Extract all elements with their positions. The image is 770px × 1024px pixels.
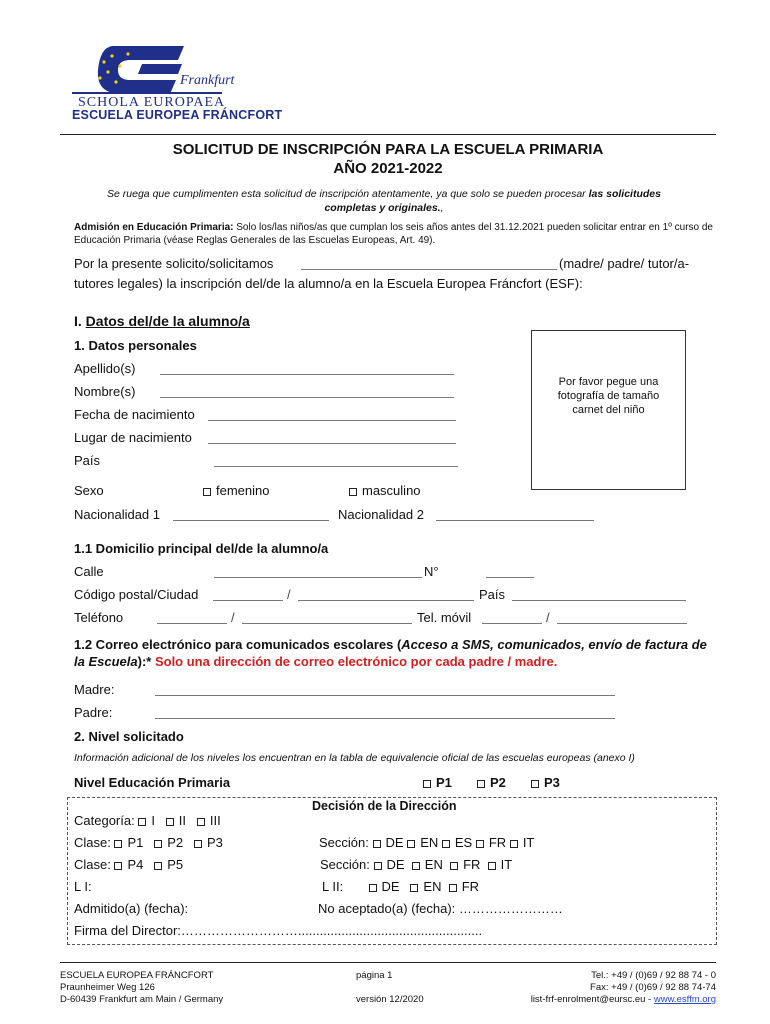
sec1-it-label: IT	[522, 835, 535, 850]
seccion2-row	[320, 857, 512, 872]
section-1-number: I.	[74, 313, 82, 329]
email-heading-italic: Acceso a SMS, comunicados, envío de factura de la Escuela	[74, 637, 707, 669]
intro-text: Se ruega que cumplimenten esta solicitud de inscripción atentamente, ya que solo se pueden procesar	[107, 188, 586, 200]
lii-de-label: DE	[381, 879, 400, 894]
seccion1-row	[319, 835, 534, 850]
footer-address	[60, 970, 223, 1006]
telefono-prefix-field[interactable]	[157, 612, 227, 624]
sec1-en-label: EN	[420, 835, 439, 850]
clase2-row	[74, 857, 183, 872]
footer-tel: Tel.: +49 / (0)69 / 92 88 74 - 0	[591, 970, 716, 981]
lii-row	[322, 879, 479, 894]
footer-rule	[60, 962, 716, 963]
sec2-de-label: DE	[386, 857, 405, 872]
movil-separator: /	[546, 610, 550, 625]
fecha-nacimiento-field[interactable]	[208, 409, 456, 421]
nacionalidad1-label: Nacionalidad 1	[74, 507, 161, 522]
footer-email: list-frf-enrolment@eursc.eu	[530, 994, 646, 1005]
decision-title: Decisión de la Dirección	[312, 799, 457, 813]
checkbox-cat-ii[interactable]	[166, 818, 174, 826]
photo-box[interactable]	[531, 330, 686, 490]
sec1-fr-label: FR	[488, 835, 507, 850]
intro-bold: las solicitudes completas y originales.	[324, 188, 661, 214]
checkbox-sec2-it[interactable]	[488, 862, 496, 870]
checkbox-sec1-fr[interactable]	[476, 840, 484, 848]
p3-label: P3	[544, 775, 560, 790]
checkbox-sec2-de[interactable]	[374, 862, 382, 870]
sexo-femenino-option[interactable]	[203, 483, 269, 498]
sec2-it-label: IT	[500, 857, 513, 872]
schola-europaea-logo-icon	[72, 40, 272, 110]
calle-label: Calle	[74, 564, 104, 579]
madre-email-field[interactable]	[155, 684, 615, 696]
checkbox-clase-p2[interactable]	[154, 840, 162, 848]
checkbox-p1[interactable]	[423, 780, 431, 788]
footer-fax: Fax: +49 / (0)69 / 92 88 74-74	[590, 982, 716, 993]
nombres-field[interactable]	[160, 386, 454, 398]
lii-fr-label: FR	[461, 879, 480, 894]
movil-number-field[interactable]	[557, 612, 687, 624]
codigo-postal-field[interactable]	[213, 589, 283, 601]
footer-org: ESCUELA EUROPEA FRÁNCFORT	[60, 970, 214, 981]
admission-label: Admisión en Educación Primaria:	[74, 222, 234, 233]
address-heading: 1.1 Domicilio principal del/de la alumno/a	[74, 541, 329, 556]
padre-label: Padre:	[74, 705, 113, 720]
apellidos-label: Apellido(s)	[74, 361, 136, 376]
footer-contact	[531, 970, 716, 1006]
lugar-nacimiento-label: Lugar de nacimiento	[74, 430, 192, 445]
checkbox-sec2-fr[interactable]	[450, 862, 458, 870]
cat-iii-label: III	[209, 813, 221, 828]
checkbox-lii-en[interactable]	[410, 884, 418, 892]
masculino-label: masculino	[362, 483, 421, 498]
cat-i-label: I	[151, 813, 155, 828]
address-pais-field[interactable]	[512, 589, 686, 601]
address-pais-label: País	[479, 587, 506, 602]
clase1-row	[74, 835, 223, 850]
email-heading	[74, 636, 714, 670]
fecha-nacimiento-label: Fecha de nacimiento	[74, 407, 195, 422]
checkbox-cat-iii[interactable]	[197, 818, 205, 826]
level-info: Información adicional de los niveles los encuentran en la tabla de equivalencie oficial de las escuelas europeas (anexo I)	[74, 752, 635, 764]
photo-instruction: Por favor pegue una fotografía de tamaño carnet del niño	[557, 376, 660, 416]
page-title: SOLICITUD DE INSCRIPCIÓN PARA LA ESCUELA PRIMARIA	[172, 141, 604, 158]
telefono-number-field[interactable]	[242, 612, 412, 624]
checkbox-lii-fr[interactable]	[449, 884, 457, 892]
level-heading: 2. Nivel solicitado	[74, 729, 184, 744]
footer-page: página 1	[356, 970, 393, 981]
email-warning: Solo una dirección de correo electrónico por cada padre / madre.	[154, 654, 558, 669]
sexo-masculino-option[interactable]	[349, 483, 421, 498]
checkbox-clase-p5[interactable]	[154, 862, 162, 870]
footer-web-link[interactable]: www.esffm.org	[653, 994, 716, 1005]
checkbox-masculino[interactable]	[349, 488, 357, 496]
femenino-label: femenino	[216, 483, 270, 498]
checkbox-p2[interactable]	[477, 780, 485, 788]
checkbox-sec1-es[interactable]	[442, 840, 450, 848]
padre-email-field[interactable]	[155, 707, 615, 719]
intro-tail: ,	[440, 202, 444, 214]
lii-label: L II:	[322, 879, 344, 894]
clase1-label: Clase:	[74, 835, 111, 850]
nacionalidad2-field[interactable]	[436, 509, 594, 521]
checkbox-femenino[interactable]	[203, 488, 211, 496]
intro-note	[84, 187, 684, 215]
firma-director: Firma del Director:………………………...................................................	[74, 923, 483, 938]
footer-version: versión 12/2020	[356, 994, 424, 1005]
sec1-de-label: DE	[385, 835, 404, 850]
checkbox-clase-p4[interactable]	[114, 862, 122, 870]
categoria-label: Categoría:	[74, 813, 135, 828]
cp-ciudad-label: Código postal/Ciudad	[74, 587, 199, 602]
sec2-fr-label: FR	[463, 857, 481, 872]
sexo-label: Sexo	[74, 483, 104, 498]
sec1-es-label: ES	[454, 835, 473, 850]
calle-field[interactable]	[214, 566, 422, 578]
no-aceptado: No aceptado(a) (fecha): ……………………	[318, 901, 563, 916]
checkbox-clase-p3[interactable]	[194, 840, 202, 848]
admitido-label: Admitido(a) (fecha):	[74, 901, 189, 916]
header-rule	[60, 134, 716, 135]
checkbox-clase-p1[interactable]	[114, 840, 122, 848]
apellidos-field[interactable]	[160, 363, 454, 375]
checkbox-sec1-en[interactable]	[407, 840, 415, 848]
p2-label: P2	[490, 775, 506, 790]
email-heading-text: 1.2 Correo electrónico para comunicados escolares (	[74, 637, 402, 652]
footer-city: D-60439 Frankfurt am Main / Germany	[60, 994, 224, 1005]
admission-note	[74, 221, 714, 247]
footer-sep: -	[645, 994, 654, 1005]
request-line1-a: Por la presente solicito/solicitamos	[74, 256, 274, 271]
lii-en-label: EN	[423, 879, 442, 894]
clase-p2-label: P2	[167, 835, 184, 850]
level-option-p2[interactable]	[477, 775, 506, 790]
personal-data-heading: 1. Datos personales	[74, 338, 197, 353]
seccion2-label: Sección:	[320, 857, 370, 872]
categoria-row	[74, 813, 221, 828]
li-label: L I:	[74, 879, 92, 894]
nombres-label: Nombre(s)	[74, 384, 136, 399]
admission-text: Solo los/las niños/as que cumplan los seis años antes del 31.12.2021 pueden solicitar entrar en 1º curso de Educación Primaria (véase Reglas Generales de las Escuelas Europeas, Art. 49).	[74, 222, 713, 246]
checkbox-sec1-it[interactable]	[510, 840, 518, 848]
telefono-separator: /	[231, 610, 235, 625]
lugar-nacimiento-field[interactable]	[208, 432, 456, 444]
telefono-label: Teléfono	[74, 610, 124, 625]
level-option-p3[interactable]	[531, 775, 560, 790]
request-line1-b: (madre/ padre/ tutor/a-	[559, 256, 690, 271]
movil-prefix-field[interactable]	[482, 612, 542, 624]
logo-caption: ESCUELA EUROPEA FRÁNCFORT	[72, 108, 283, 122]
madre-label: Madre:	[74, 682, 115, 697]
email-heading-tail: ):*	[137, 654, 152, 669]
level-label: Nivel Educación Primaria	[74, 775, 231, 790]
movil-label: Tel. móvil	[417, 610, 472, 625]
nacionalidad2-label: Nacionalidad 2	[338, 507, 425, 522]
page-subtitle: AÑO 2021-2022	[333, 160, 443, 177]
checkbox-lii-de[interactable]	[369, 884, 377, 892]
pais-label: País	[74, 453, 101, 468]
checkbox-p3[interactable]	[531, 780, 539, 788]
cp-separator: /	[287, 587, 291, 602]
p1-label: P1	[436, 775, 452, 790]
checkbox-cat-i[interactable]	[138, 818, 146, 826]
svg-text:SCHOLA EUROPAEA: SCHOLA EUROPAEA	[78, 95, 226, 110]
seccion1-label: Sección:	[319, 835, 369, 850]
section-1-heading	[74, 313, 250, 329]
nacionalidad1-field[interactable]	[173, 509, 329, 521]
checkbox-sec2-en[interactable]	[412, 862, 420, 870]
clase-p1-label: P1	[127, 835, 144, 850]
sec2-en-label: EN	[424, 857, 443, 872]
numero-label: N°	[424, 564, 439, 579]
cat-ii-label: II	[178, 813, 187, 828]
footer-street: Praunheimer Weg 126	[60, 982, 155, 993]
clase-p5-label: P5	[167, 857, 184, 872]
checkbox-sec1-de[interactable]	[373, 840, 381, 848]
ciudad-field[interactable]	[298, 589, 474, 601]
clase-p4-label: P4	[127, 857, 144, 872]
clase2-label: Clase:	[74, 857, 111, 872]
level-option-p1[interactable]	[423, 775, 452, 790]
pais-field[interactable]	[214, 455, 458, 467]
parent-name-field[interactable]	[301, 258, 557, 270]
clase-p3-label: P3	[206, 835, 223, 850]
svg-text:Frankfurt: Frankfurt	[180, 73, 235, 88]
numero-field[interactable]	[486, 566, 534, 578]
section-1-title: Datos del/de la alumno/a	[85, 313, 250, 329]
request-line2: tutores legales) la inscripción del/de la alumno/a en la Escuela Europea Fráncfort (ESF):	[74, 276, 583, 291]
